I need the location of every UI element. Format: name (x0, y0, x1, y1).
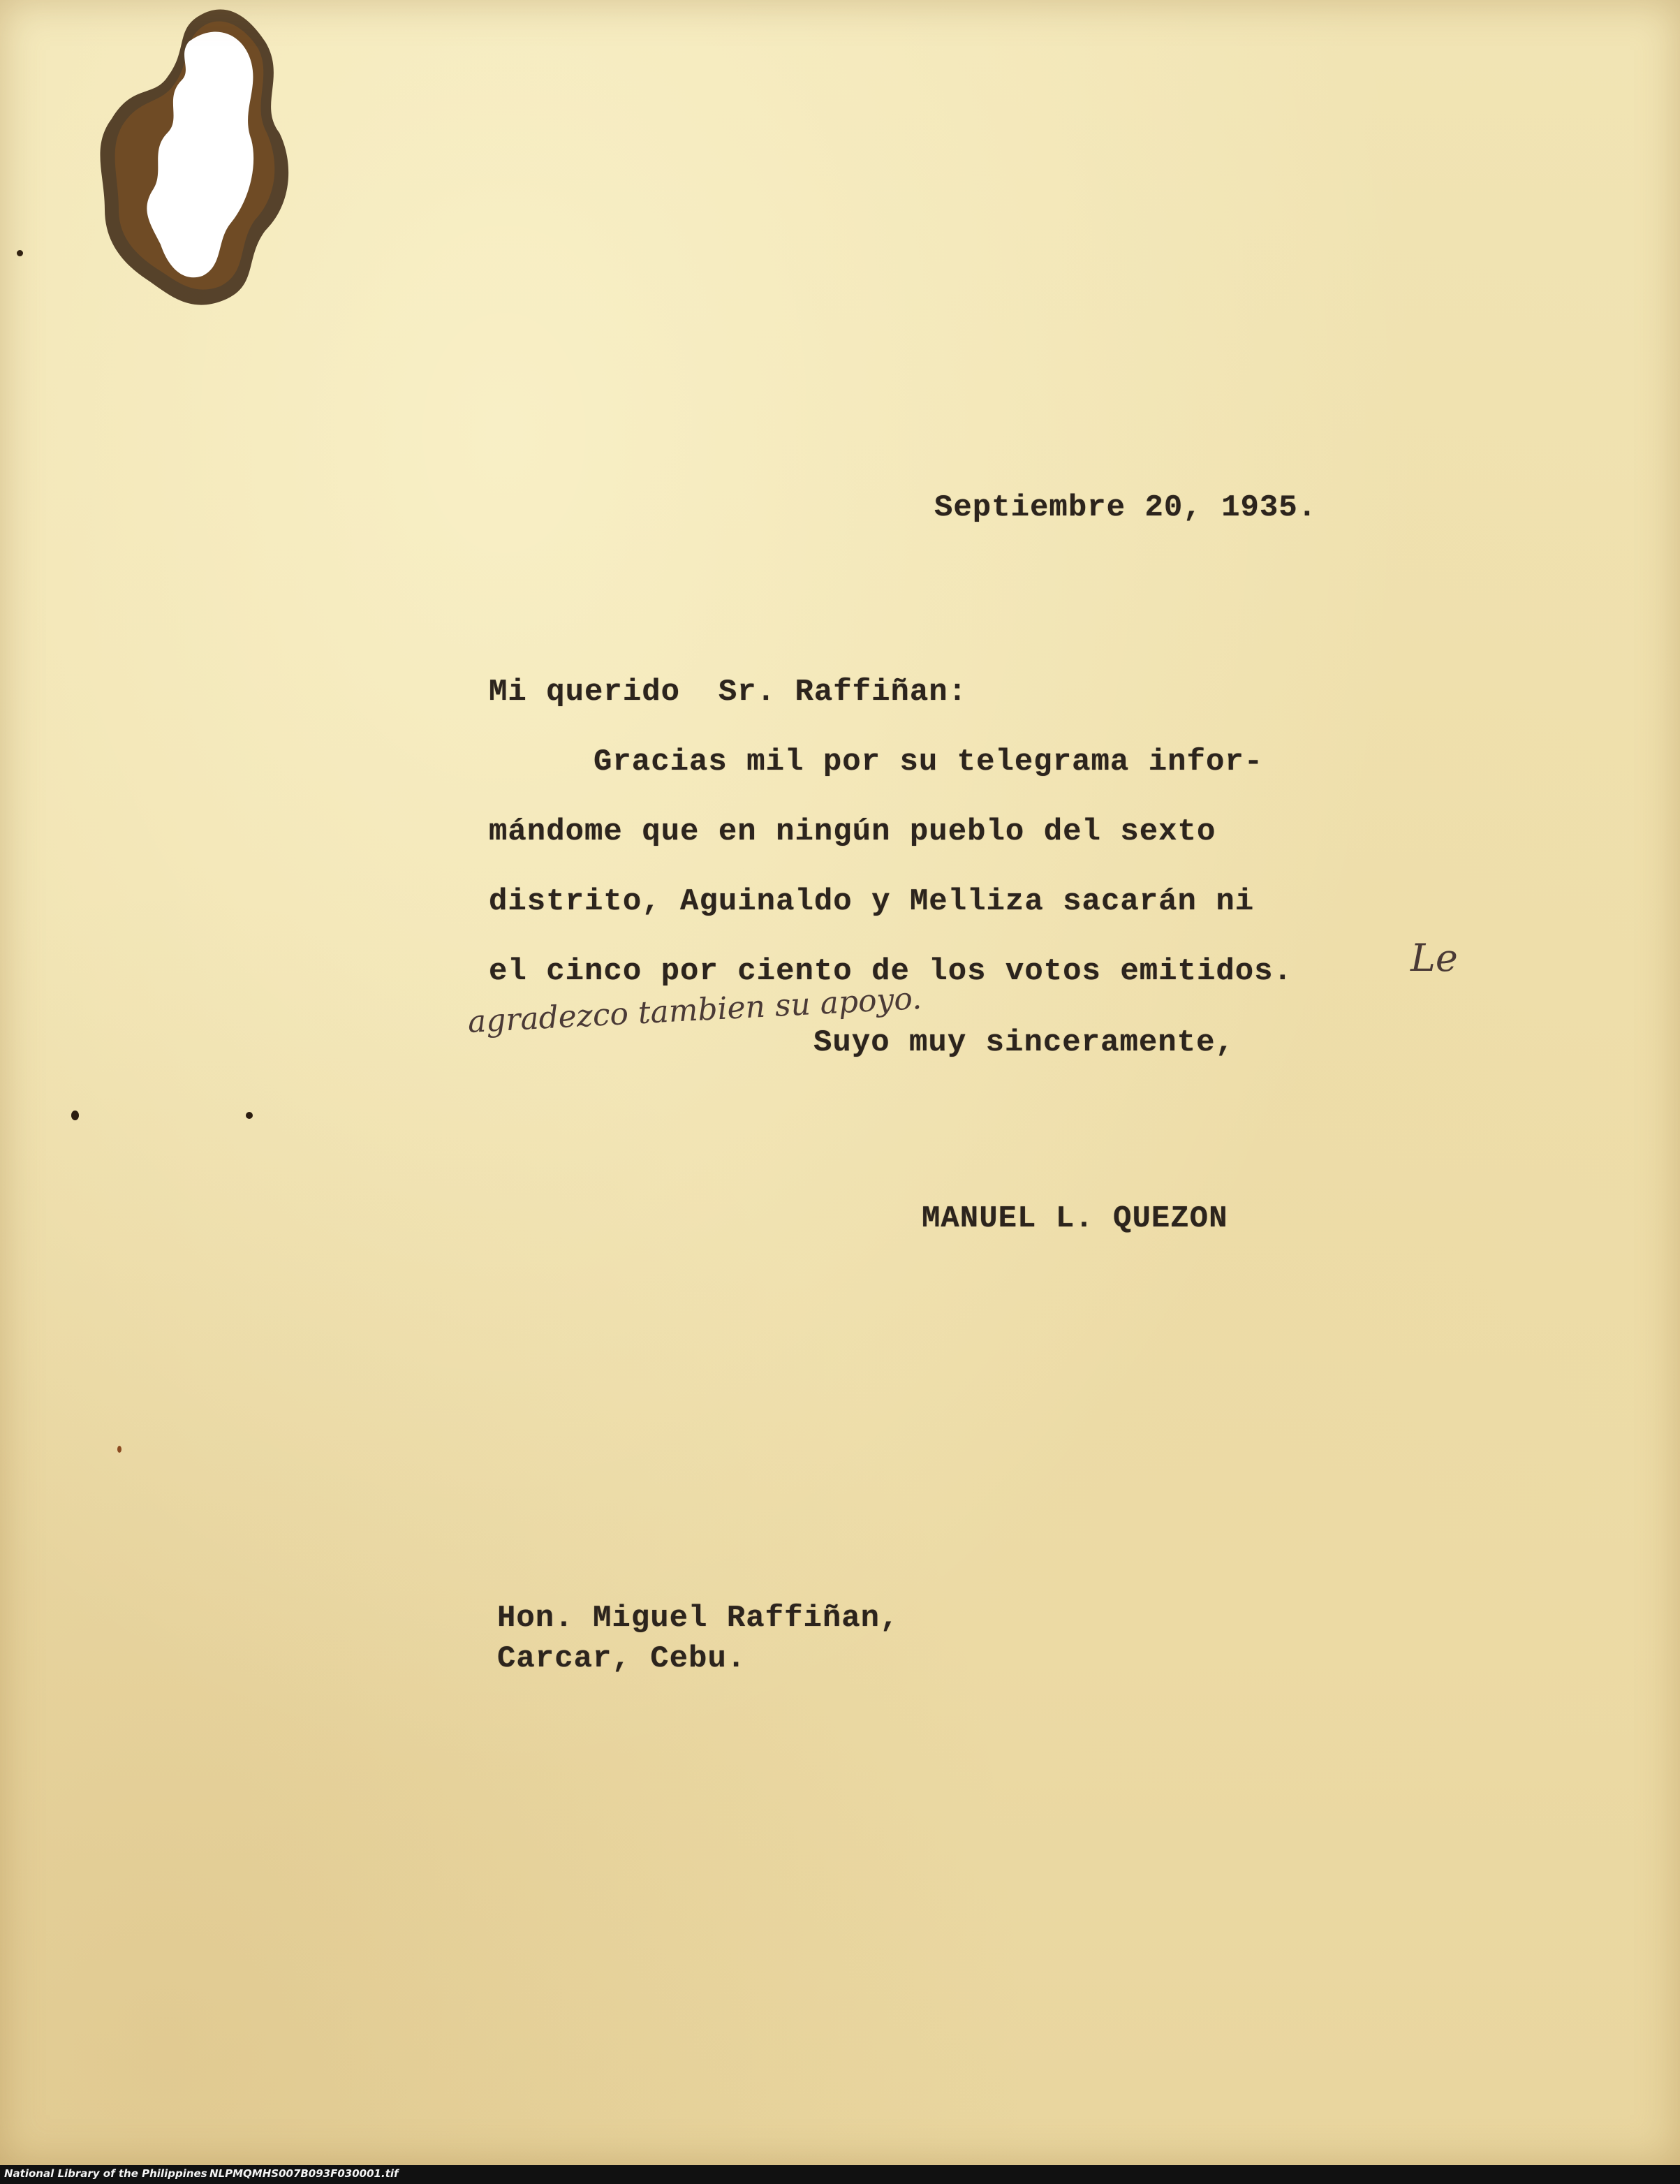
letter-salutation: Mi querido Sr. Raffiñan: (489, 675, 968, 710)
letter-body-line: el cinco por ciento de los votos emitidos. (489, 954, 1292, 989)
scan-footer-file: NLPMQMHS007B093F030001.tif (209, 2167, 399, 2180)
letter-closing: Suyo muy sinceramente, (813, 1025, 1235, 1060)
ink-speck (17, 250, 23, 256)
ink-speck (71, 1111, 79, 1120)
handwritten-note-part2: agradezco tambien su apoyo. (466, 980, 923, 1040)
letter-body-line: distrito, Aguinaldo y Melliza sacarán ni (489, 884, 1255, 919)
scan-footer-source: National Library of the Philippines (4, 2167, 207, 2180)
handwritten-note-part1: Le (1410, 936, 1458, 980)
ink-speck (117, 1446, 121, 1453)
letter-signature: MANUEL L. QUEZON (922, 1201, 1228, 1236)
ink-speck (246, 1112, 253, 1119)
letter-date: Septiembre 20, 1935. (934, 490, 1318, 525)
letter-body-line: mándome que en ningún pueblo del sexto (489, 814, 1216, 849)
burn-hole-icon (84, 0, 307, 321)
recipient-name: Hon. Miguel Raffiñan, (497, 1601, 899, 1636)
letter-body-line: Gracias mil por su telegrama infor- (594, 745, 1264, 779)
recipient-address: Carcar, Cebu. (497, 1641, 746, 1676)
